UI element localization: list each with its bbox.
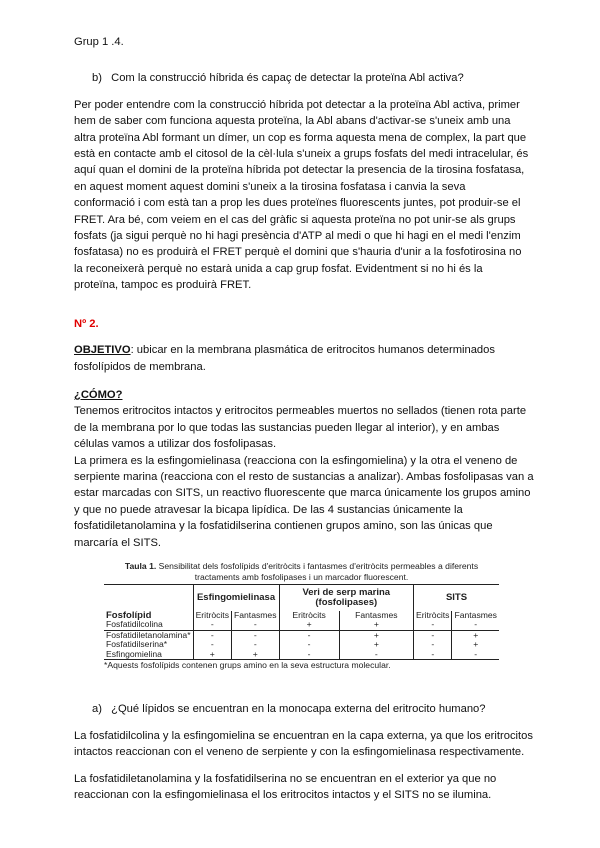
como-label: ¿CÓMO? [74,388,123,401]
sub-header: Fantasmes [452,611,499,621]
table-row [104,640,499,650]
cell-value: + [339,630,413,640]
cell-value: - [279,640,339,650]
question-label: a) [92,703,102,716]
cell-value: - [452,620,499,630]
first-col-header: Fosfolípid [106,609,152,621]
question-text: ¿Qué lípidos se encuentran en la monocapa externa del eritrocito humano? [111,703,486,716]
cell-value: - [279,650,339,660]
caption-label: Taula 1. [124,560,157,571]
cell-value: - [193,620,231,630]
cell-value: - [414,650,452,660]
cell-value: + [193,650,231,660]
como [74,387,534,551]
cell-value: + [232,650,280,660]
table-row [104,650,499,660]
header: Grup 1 .4. [74,36,124,48]
cell-value: - [414,640,452,650]
row-name: Fosfatidilcolina [106,619,163,630]
como-paragraph-1: Tenemos eritrocitos intactos y eritrocitos permeables muertos no sellados (tienen rota parte de la membrana por lo que todas las sustancias pueden llegar al interior), y en ambas células vamos a utilizar dos fosfolipasas. [74,405,527,451]
question-a [92,701,562,717]
row-name: Fosfatidiletanolamina* [106,629,191,640]
cell-value: - [232,640,280,650]
table-row [104,620,499,630]
question-b [92,70,562,86]
cell-value: + [339,620,413,630]
cell-value: - [414,630,452,640]
objetivo-text: : ubicar en la membrana plasmática de eritrocitos humanos determinados fosfolípidos de membrana. [74,344,495,373]
objetivo [74,342,534,375]
phospholipid-table [104,561,499,672]
answer-b: Per poder entendre com la construcció híbrida pot detectar a la proteïna Abl activa, primer hem de saber com funciona aquesta proteïna, la Abl abans d'activar-se s'uneix amb una altra proteïna Abl formant un dímer, un cop es forma aquesta mena de complex, la part que està en contacte amb el citosol de la cèl·lula s'uneix a grups fosfats del medi intracelular, és aquí quan el domini de la proteïna híbrida pot detectar la presencia de la tirosina fosfatasa, en aquest moment aquest domini s'uneix a la tirosina fosfatasa i canvia la seva conformació i com està tan a prop les dues proteïnes fluorescents juntes, pot produir-se el FRET. Ara bé, com veiem en el cas del gràfic si aquesta proteïna no pot unir-se als grups fosfats (ja sigui perquè no hi hagi presència d'ATP al medi o que hi hagi en el medi l'enzim fosfatasa) no es produirà el FRET perquè el domini que s'hauria d'unir a la fosfotirosina no la reconeixerà perquè no estarà unida a cap grup fosfat. Evidentment si no hi és la proteïna, tampoc es produirà FRET. [74,98,529,292]
sub-header: Fantasmes [339,611,413,621]
cell-value: - [414,620,452,630]
table-footnote: *Aquests fosfolípids contenen grups amino en la seva estructura molecular. [104,660,391,671]
sub-header: Eritròcits [279,611,339,621]
group-header: Veri de serp marina (fosfolipases) [279,584,414,611]
row-name: Esfingomielina [106,648,162,659]
cell-value: - [452,650,499,660]
cell-value: - [339,650,413,660]
answer-a-2: La fosfatidiletanolamina y la fosfatidilserina no se encuentran en el exterior ya que no reaccionan con la esfingomielinasa el los eritrocitos intactos y el SITS no se ilumina. [74,772,497,802]
cell-value: - [193,630,231,640]
cell-value: + [452,630,499,640]
row-name: Fosfatidilserina* [106,639,168,650]
como-paragraph-2: La primera es la esfingomielinasa (reacciona con la esfingomielina) y la otra el veneno de serpiente marina (reacciona con el resto de sustancias a analizar). Ambas fosfolipasas van a estar marcadas con SITS, un reactivo fluorescente que marca únicamente los grupos amino y que no puede atravesar la bicapa lipídica. De las 4 sustancias únicamente la fosfatidiletanolamina y la fosfatidilserina contienen grupos amino, son las únicas que marcaría el SITS. [74,454,534,549]
cell-value: - [232,630,280,640]
answer-a-1: La fosfatidilcolina y la esfingomielina se encuentran en la capa externa, ya que los eritrocitos intactos reaccionan con el veneno de serpiente y con la esfingomielinasa respectivamente. [74,729,533,759]
cell-value: + [339,640,413,650]
sub-header: Eritròcits [414,611,452,621]
caption-text: Sensibilitat dels fosfolípids d'eritròcits i fantasmes d'eritròcits permeables a diferents tractaments amb fosfolipases i un marcador fluorescent. [156,560,479,582]
cell-value: + [279,620,339,630]
cell-value: - [232,620,280,630]
cell-value: + [452,640,499,650]
cell-value: - [279,630,339,640]
objetivo-label: OBJETIVO [74,344,131,357]
section-title: Nº 2. [74,317,99,330]
question-label: b) [92,72,102,85]
group-header: Esfingomielinasa [193,584,279,611]
sub-header: Eritròcits [193,611,231,621]
question-text: Com la construcció híbrida és capaç de detectar la proteïna Abl activa? [111,72,464,85]
group-header: SITS [414,584,499,611]
cell-value: - [193,640,231,650]
table-caption [104,561,499,583]
sub-header: Fantasmes [232,611,280,621]
